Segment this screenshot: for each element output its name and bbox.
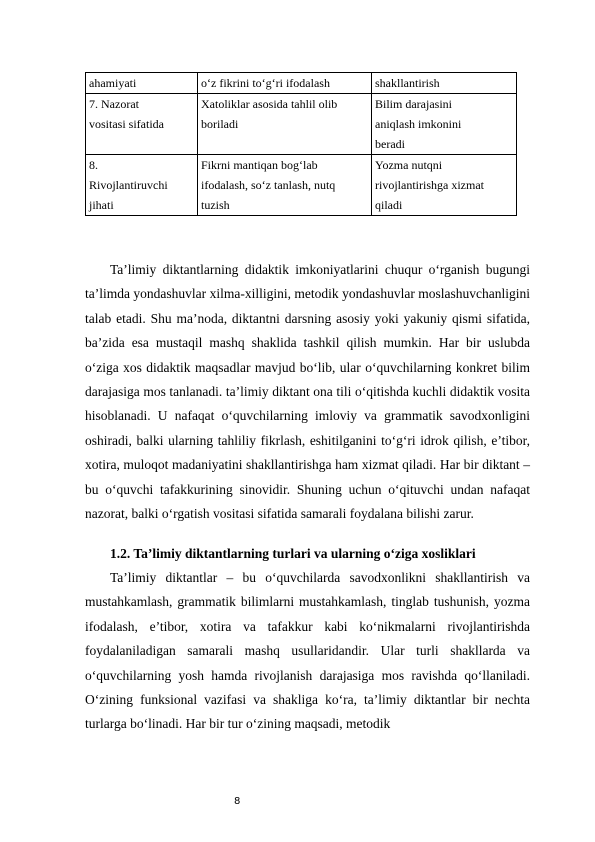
table-row	[86, 73, 517, 94]
body-section-1	[85, 258, 530, 526]
page-number: 8	[234, 796, 241, 807]
table-cell: 7. Nazorat vositasi sifatida	[86, 94, 198, 155]
comparison-table	[85, 72, 517, 216]
table-row	[86, 155, 517, 216]
section-heading: 1.2. Ta’limiy diktantlarning turlari va ularning o‘ziga xosliklari	[110, 546, 476, 561]
table-cell: o‘z fikrini to‘g‘ri ifodalash	[198, 73, 372, 94]
body-paragraph: Ta’limiy diktantlarning didaktik imkoniyatlarini chuqur o‘rganish bugungi ta’limda yondashuvlar xilma-xilligini, metodik yondashuvlar moslashuvchanligini talab etadi. Shu ma’noda, diktantni darsning asosiy yoki yakuniy qismi sifatida, ba’zida esa mustaqil mashq shaklida tashkil qilish mumkin. Har bir uslubda o‘ziga xos didaktik maqsadlar mavjud bo‘lib, ular o‘quvchilarning konkret bilim darajasiga mos tanlanadi. ta’limiy diktant ona tili o‘qitishda kuchli didaktik vosita hisoblanadi. U nafaqat o‘quvchilarning imloviy va grammatik savodxonligini oshiradi, balki ularning tahliliy fikrlash, eshitilganini to‘g‘ri idrok qilish, e’tibor, xotira, muloqot madaniyatini shakllantirishga ham xizmat qiladi. Har bir diktant – bu o‘quvchi tafakkurining sinovidir. Shuning uchun o‘qituvchi undan nafaqat nazorat, balki o‘rgatish vositasi sifatida samarali foydalana bilishi zarur.	[85, 262, 530, 522]
table-cell: Fikrni mantiqan bog‘lab ifodalash, so‘z tanlash, nutq tuzish	[198, 155, 372, 216]
table-cell: ahamiyati	[86, 73, 198, 94]
table-cell: Xatoliklar asosida tahlil olib boriladi	[198, 94, 372, 155]
table-cell: Bilim darajasini aniqlash imkonini beradi	[372, 94, 517, 155]
body-paragraph: Ta’limiy diktantlar – bu o‘quvchilarda savodxonlikni shakllantirish va mustahkamlash, grammatik bilimlarni mustahkamlash, tinglab tushunish, yozma ifodalash, e’tibor, xotira va tafakkur kabi ko‘nikmalarni rivojlantirishda foydalaniladigan samarali mashq usullaridandir. Ular turli shakllarda va o‘quvchilarning yosh hamda rivojlanish darajasiga mos ravishda qo‘llaniladi. O‘zining funksional vazifasi va shakliga ko‘ra, ta’limiy diktantlar bir nechta turlarga bo‘linadi. Har bir tur o‘zining maqsadi, metodik	[85, 570, 530, 732]
table-cell: Yozma nutqni rivojlantirishga xizmat qiladi	[372, 155, 517, 216]
table-row	[86, 94, 517, 155]
body-section-2	[85, 566, 530, 737]
table-cell: 8. Rivojlantiruvchi jihati	[86, 155, 198, 216]
table-cell: shakllantirish	[372, 73, 517, 94]
